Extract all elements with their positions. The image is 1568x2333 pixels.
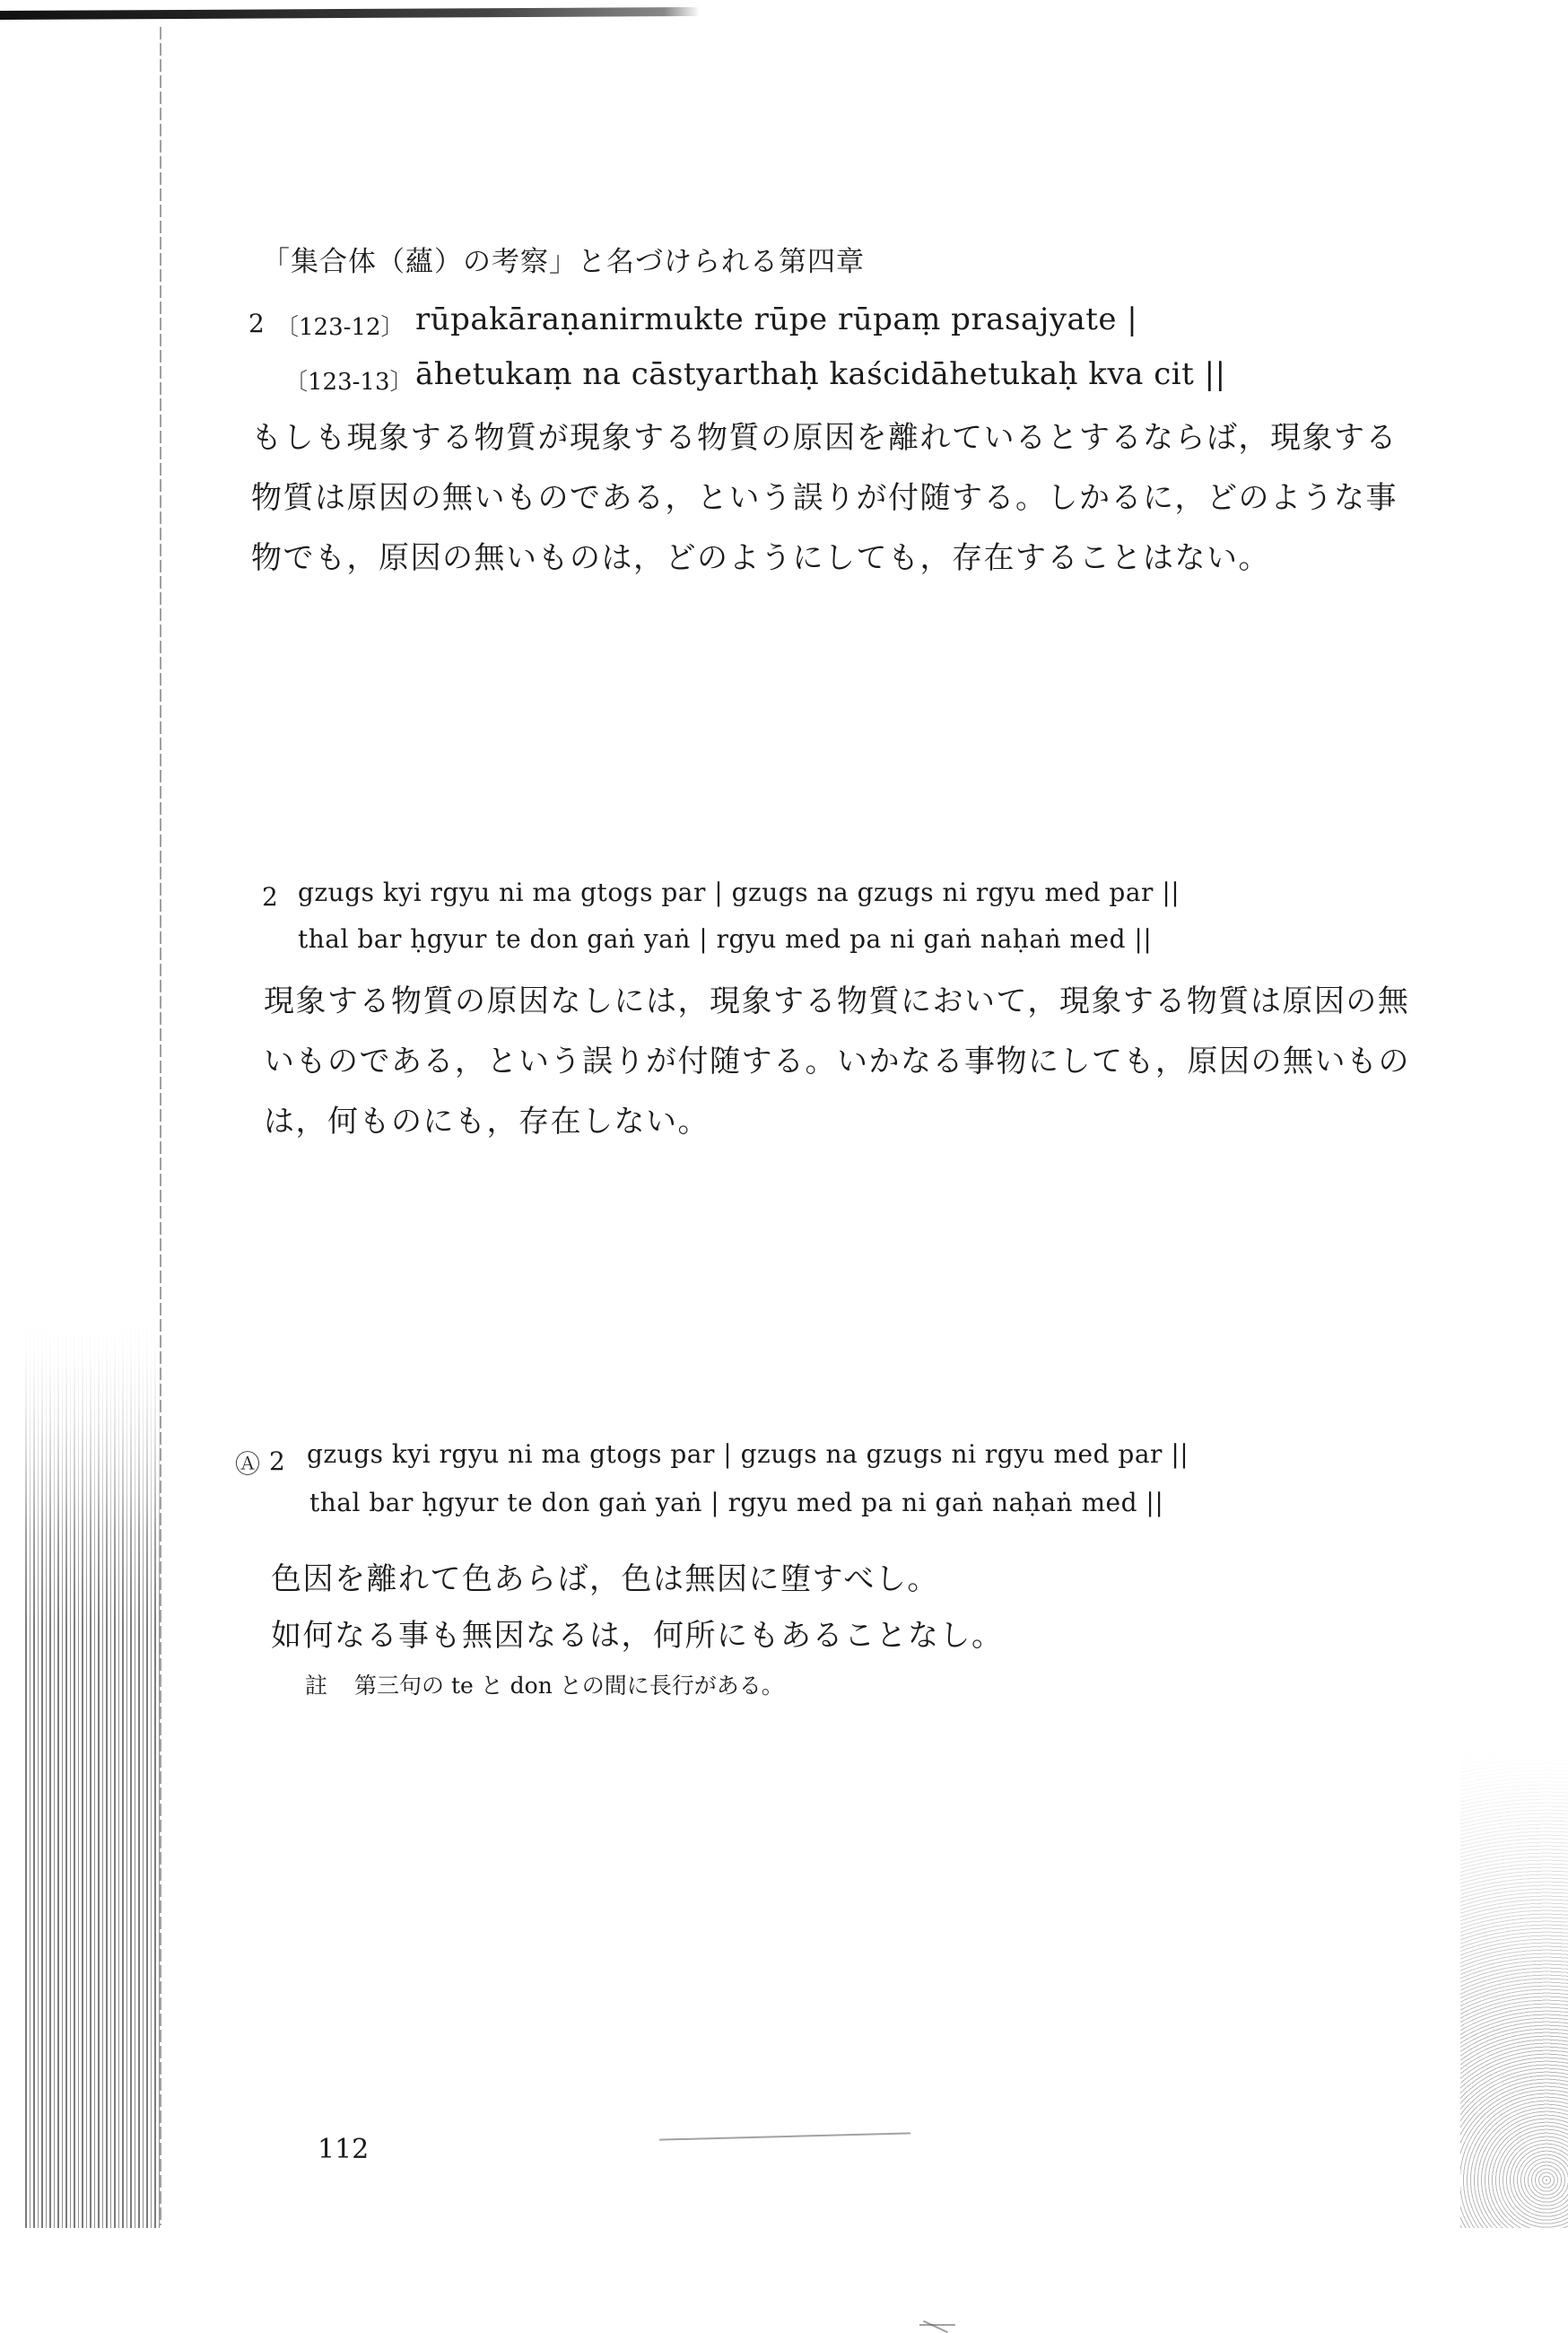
tibetan-line: thal bar ḥgyur te don gaṅ yaṅ | rgyu med pa ni gaṅ naḥaṅ med || (298, 924, 1153, 954)
verse-number: 2 (248, 309, 265, 338)
translation-line: 物でも，原因の無いものは，どのようにしても，存在することはない。 (251, 540, 1270, 576)
tibetan-line: gzugs kyi rgyu ni ma gtogs par | gzugs na gzugs ni rgyu med par || (307, 1439, 1189, 1469)
scan-edge-top (0, 7, 700, 20)
note-text: 第三句の te と don との間に長行がある。 (354, 1673, 784, 1699)
sanskrit-line: āhetukaṃ na cāstyarthaḥ kaścidāhetukaḥ kva cit || (415, 356, 1226, 392)
tibetan-line: thal bar ḥgyur te don gaṅ yaṅ | rgyu med pa ni gaṅ naḥaṅ med || (309, 1488, 1164, 1517)
note-label: 註 (305, 1673, 328, 1699)
translation-line: もしも現象する物質が現象する物質の原因を離れているとするならば，現象する (251, 420, 1398, 456)
verse-number: 2 (262, 882, 278, 912)
tibetan-line: gzugs kyi rgyu ni ma gtogs par | gzugs na gzugs ni rgyu med par || (298, 878, 1180, 907)
verse-reference: 〔123-12〕 (275, 314, 405, 341)
chapter-heading: 「集合体（蘊）の考察」と名づけられる第四章 (262, 246, 865, 278)
scan-mark (923, 2320, 948, 2333)
scan-mark (919, 2324, 955, 2326)
verse-number: 2 (269, 1446, 285, 1476)
scan-gutter-line (160, 27, 161, 2225)
source-marker: Ⓐ (235, 1449, 261, 1479)
verse-reference: 〔123-13〕 (284, 369, 414, 396)
page-number: 112 (318, 2134, 370, 2165)
translation-line: いものである，という誤りが付随する。いかなる事物にしても，原因の無いもの (264, 1044, 1410, 1079)
translation-line: 如何なる事も無因なるは，何所にもあることなし。 (271, 1618, 1004, 1654)
scan-edge-noise (1460, 1750, 1568, 2228)
scan-edge-stripes (25, 1301, 160, 2228)
translation-line: 色因を離れて色あらば，色は無因に堕すべし。 (271, 1561, 939, 1597)
translation-line: は，何ものにも，存在しない。 (264, 1104, 710, 1140)
sanskrit-line: rūpakāraṇanirmukte rūpe rūpaṃ prasajyate | (415, 301, 1138, 337)
scan-mark (659, 2132, 910, 2140)
translation-line: 物質は原因の無いものである，という誤りが付随する。しかるに，どのような事 (251, 480, 1398, 516)
translation-line: 現象する物質の原因なしには，現象する物質において，現象する物質は原因の無 (264, 983, 1410, 1019)
